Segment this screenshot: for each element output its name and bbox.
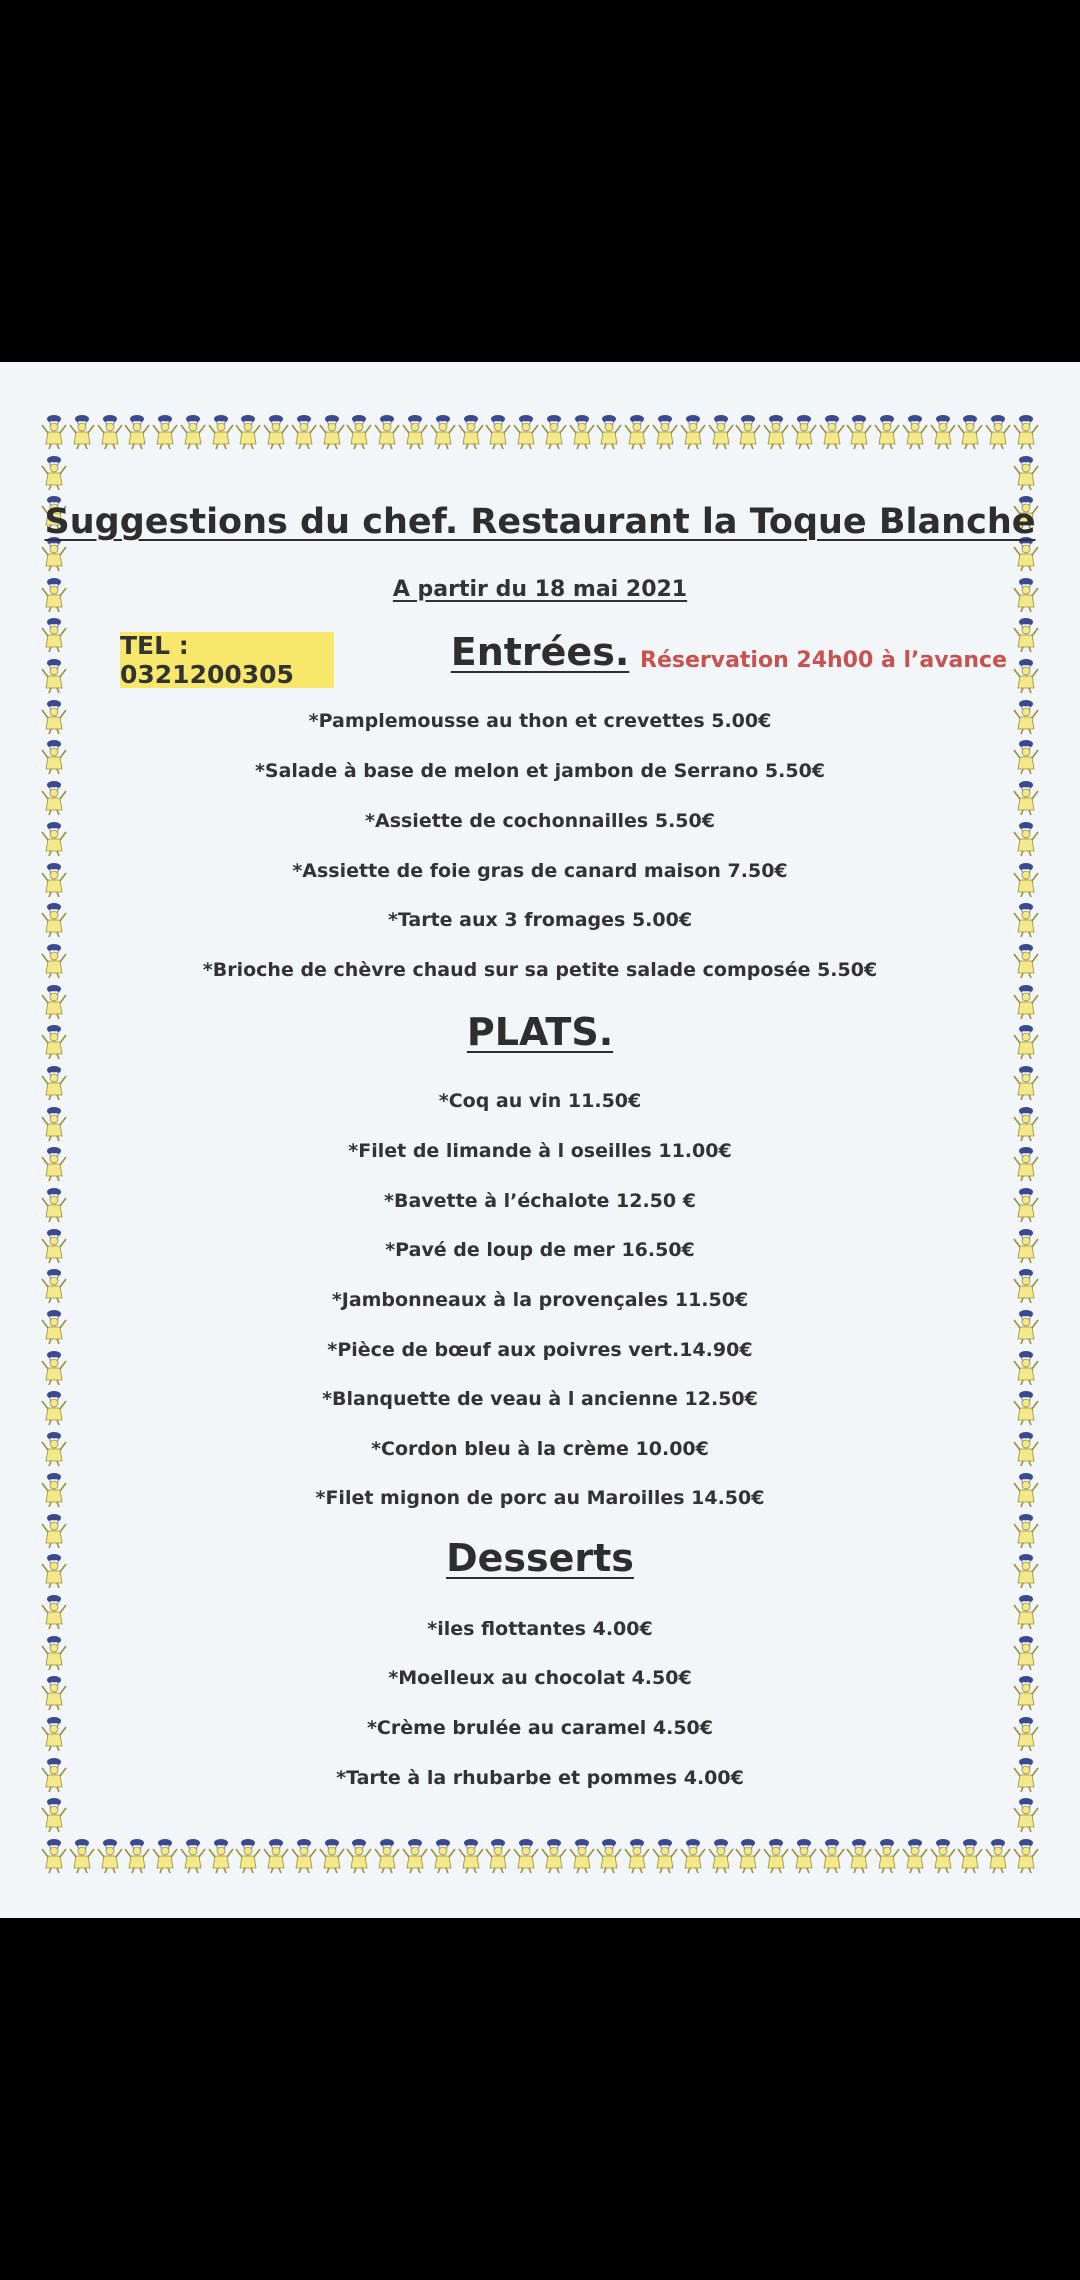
chef-icon: [873, 1838, 901, 1874]
chef-icon: [345, 1838, 373, 1874]
reservation-note: Réservation 24h00 à l’avance: [640, 648, 1008, 673]
menu-item: *Moelleux au chocolat 4.50€: [388, 1667, 692, 1689]
chef-icon: [679, 414, 707, 450]
chef-icon: [484, 414, 512, 450]
menu-item: *Tarte aux 3 fromages 5.00€: [387, 909, 693, 931]
chef-icon: [568, 414, 596, 450]
menu-item: *Tarte à la rhubarbe et pommes 4.00€: [336, 1767, 744, 1789]
chef-icon: [234, 414, 262, 450]
chef-icon: [818, 1838, 846, 1874]
menu-date: A partir du 18 mai 2021: [392, 577, 688, 602]
chef-icon: [429, 1838, 457, 1874]
chef-icon: [68, 1838, 96, 1874]
chef-icon: [873, 414, 901, 450]
chef-icon: [901, 1838, 929, 1874]
chef-icon: [40, 455, 68, 491]
chef-icon: [401, 1838, 429, 1874]
chef-icon: [345, 414, 373, 450]
chef-icon: [790, 414, 818, 450]
phone-number: TEL : 0321200305: [120, 632, 334, 688]
chef-icon: [207, 1838, 235, 1874]
chef-icon: [790, 1838, 818, 1874]
chef-icon: [818, 414, 846, 450]
section-heading-entrees: Entrées.: [450, 630, 630, 674]
chef-icon: [1012, 414, 1040, 450]
chef-icon: [1012, 455, 1040, 491]
chef-icon: [984, 1838, 1012, 1874]
chef-icon: [457, 414, 485, 450]
chef-icon: [1012, 1838, 1040, 1874]
chef-icon: [956, 414, 984, 450]
menu-title: Suggestions du chef. Restaurant la Toque Blanche: [44, 502, 1036, 542]
chef-icon: [762, 1838, 790, 1874]
menu-item: *Pamplemousse au thon et crevettes 5.00€: [308, 710, 772, 732]
chef-icon: [262, 1838, 290, 1874]
chef-icon: [401, 414, 429, 450]
chef-icon: [845, 1838, 873, 1874]
menu-item: *Jambonneaux à la provençales 11.50€: [331, 1289, 749, 1311]
menu-item: *Brioche de chèvre chaud sur sa petite salade composée 5.50€: [202, 959, 878, 981]
chef-icon: [123, 1838, 151, 1874]
chef-icon: [318, 414, 346, 450]
chef-icon: [929, 1838, 957, 1874]
chef-icon: [373, 414, 401, 450]
menu-document: [0, 362, 1080, 1918]
chef-icon: [290, 1838, 318, 1874]
chef-icon: [151, 1838, 179, 1874]
chef-icon: [762, 414, 790, 450]
chef-icon: [234, 1838, 262, 1874]
menu-item: *Cordon bleu à la crème 10.00€: [371, 1438, 709, 1460]
chef-icon: [290, 414, 318, 450]
chef-icon: [262, 414, 290, 450]
chef-icon: [179, 1838, 207, 1874]
menu-item: *Assiette de foie gras de canard maison 7.50€: [292, 860, 788, 882]
chef-icon: [845, 414, 873, 450]
chef-icon: [734, 1838, 762, 1874]
chef-icon: [40, 414, 68, 450]
chef-icon: [40, 1838, 68, 1874]
chef-icon: [96, 1838, 124, 1874]
chef-icon: [318, 1838, 346, 1874]
chef-icon: [68, 414, 96, 450]
chef-icon: [595, 1838, 623, 1874]
chef-icon: [623, 1838, 651, 1874]
chef-icon: [568, 1838, 596, 1874]
chef-icon: [512, 414, 540, 450]
chef-icon: [512, 1838, 540, 1874]
chef-icon: [457, 1838, 485, 1874]
menu-item: *Pavé de loup de mer 16.50€: [385, 1239, 695, 1261]
chef-icon: [96, 414, 124, 450]
menu-item: *Blanquette de veau à l ancienne 12.50€: [322, 1388, 758, 1410]
chef-icon: [734, 414, 762, 450]
chef-icon: [179, 414, 207, 450]
chef-icon: [956, 1838, 984, 1874]
chef-icon: [707, 414, 735, 450]
chef-icon: [429, 414, 457, 450]
chef-icon: [623, 414, 651, 450]
chef-icon: [123, 414, 151, 450]
menu-item: *Bavette à l’échalote 12.50 €: [384, 1190, 696, 1212]
menu-item: *Coq au vin 11.50€: [438, 1090, 642, 1112]
chef-icon: [373, 1838, 401, 1874]
chef-icon: [484, 1838, 512, 1874]
chef-icon: [40, 1797, 68, 1833]
chef-icon: [151, 414, 179, 450]
chef-icon: [901, 414, 929, 450]
section-heading-plats: PLATS.: [466, 1010, 614, 1054]
chef-icon: [540, 414, 568, 450]
chef-icon: [540, 1838, 568, 1874]
menu-item: *Assiette de cochonnailles 5.50€: [365, 810, 715, 832]
chef-icon: [651, 414, 679, 450]
menu-item: *Crème brulée au caramel 4.50€: [367, 1717, 713, 1739]
menu-item: *iles flottantes 4.00€: [427, 1618, 653, 1640]
menu-item: *Salade à base de melon et jambon de Serrano 5.50€: [254, 760, 826, 782]
section-heading-desserts: Desserts: [446, 1536, 634, 1580]
menu-item: *Pièce de bœuf aux poivres vert.14.90€: [327, 1339, 753, 1361]
chef-icon: [707, 1838, 735, 1874]
chef-icon: [1012, 1797, 1040, 1833]
chef-icon: [595, 414, 623, 450]
menu-item: *Filet de limande à l oseilles 11.00€: [348, 1140, 732, 1162]
chef-icon: [984, 414, 1012, 450]
chef-icon: [207, 414, 235, 450]
chef-icon: [679, 1838, 707, 1874]
menu-item: *Filet mignon de porc au Maroilles 14.50€: [315, 1487, 765, 1509]
chef-icon: [651, 1838, 679, 1874]
chef-icon: [929, 414, 957, 450]
